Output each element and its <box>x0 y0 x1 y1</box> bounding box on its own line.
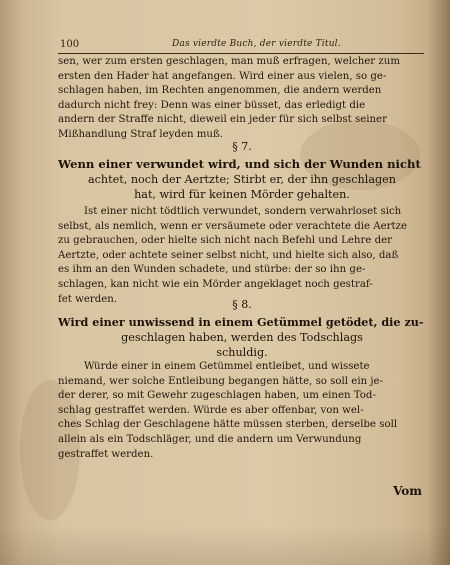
title-line: Wenn einer verwundet wird, und sich der Wunden nicht <box>58 157 421 171</box>
text-line: schlagen haben, im Rechten angenommen, die andern werden <box>58 85 382 97</box>
section7-title <box>58 157 426 202</box>
text-line: Aertzte, oder achtete seiner selbst nicht, und hielte sich also, daß <box>58 249 399 261</box>
text-line: ersten den Hader hat angefangen. Wird einer aus vielen, so ge- <box>58 70 387 82</box>
catchword: Vom <box>393 484 422 498</box>
title-line: geschlagen haben, werden des Todschlags <box>121 331 363 344</box>
text-line: der derer, so mit Gewehr zugeschlagen haben, um einen Tod- <box>58 390 376 402</box>
page-bottom-shadow <box>0 525 450 565</box>
text-line: niemand, wer solche Entleibung begangen hätte, so soll ein je- <box>58 375 384 387</box>
section7-body <box>58 205 426 307</box>
text-line: ches Schlag der Geschlagene hätte müssen sterben, derselbe soll <box>58 419 398 431</box>
text-line: es ihm an den Wunden schadete, und stürbe: der so ihn ge- <box>58 264 366 276</box>
running-head: Das vierdte Buch, der vierdte Titul. <box>172 39 341 49</box>
text-line: schlag gestraffet werden. Würde es aber offenbar, von wel- <box>58 404 364 416</box>
text-line: allein als ein Todschläger, und die andern um Verwundung <box>58 433 362 445</box>
text-line: gestraffet werden. <box>58 448 154 460</box>
text-line: fet werden. <box>58 293 118 305</box>
text-line: schlagen, kan nicht wie ein Mörder angeklaget noch gestraf- <box>58 278 373 290</box>
text-line: zu gebrauchen, oder hielte sich nicht nach Befehl und Lehre der <box>58 235 393 247</box>
title-line: schuldig. <box>216 346 268 359</box>
text-line: Mißhandlung Straf leyden muß. <box>58 128 224 140</box>
section6-tail-paragraph <box>58 55 426 143</box>
header-rule <box>58 53 424 54</box>
text-line: Ist einer nicht tödtlich verwundet, sondern verwahrloset sich <box>84 206 402 217</box>
section-number-8: § 8. <box>232 298 252 311</box>
title-line: Wird einer unwissend in einem Getümmel getödet, die zu- <box>58 315 424 329</box>
section8-body <box>58 360 426 462</box>
page-header <box>60 38 420 54</box>
title-line: achtet, noch der Aertzte; Stirbt er, der ihn geschlagen <box>87 173 396 186</box>
text-line: dadurch nicht frey: Denn was einer büsset, das erledigt die <box>58 99 366 111</box>
page-gutter-shadow <box>428 0 450 565</box>
section8-title <box>58 315 426 360</box>
text-line: Würde einer in einem Getümmel entleibet, und wissete <box>84 361 370 372</box>
text-line: andern der Straffe nicht, dieweil ein jeder für sich selbst seiner <box>58 114 387 126</box>
text-line: sen, wer zum ersten geschlagen, man muß erfragen, welcher zum <box>58 56 400 67</box>
section-number-7: § 7. <box>232 140 252 153</box>
page-number: 100 <box>60 39 80 50</box>
title-line: hat, wird für keinen Mörder gehalten. <box>134 188 350 201</box>
text-line: selbst, als nemlich, wenn er versäumete oder verachtete die Aertze <box>58 220 408 232</box>
